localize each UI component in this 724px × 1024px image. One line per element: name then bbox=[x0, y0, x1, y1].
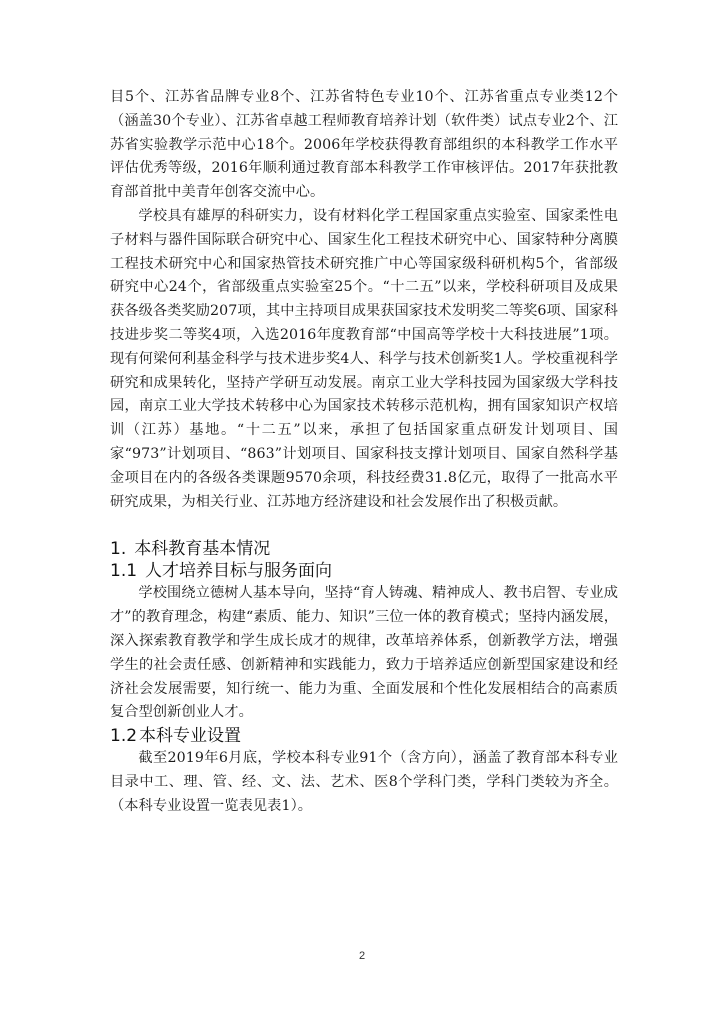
subsection-heading-training-goals bbox=[110, 560, 618, 582]
section-number: 1. bbox=[110, 539, 127, 560]
section-spacer bbox=[110, 514, 618, 538]
page-number: 2 bbox=[358, 950, 366, 962]
subsection-number: 1.2 bbox=[110, 726, 138, 747]
paragraph-research-strength: 学校具有雄厚的科研实力，设有材料化学工程国家重点实验室、国家柔性电子材料与器件国际联合研究中心、国家生化工程技术研究中心、国家特种分离膜工程技术研究中心和国家热管技术研究推广中心等国家级科研机构5个，省部级研究中心24个，省部级重点实验室25个。“十二五”以来，学校科研项目及成果获各级各类奖励207项，其中主持项目成果获国家技术发明奖二等奖6项、国家科技进步奖二等奖4项，入选2016年度教育部“中国高等学校十大科技进展”1项。现有何梁何利基金科学与技术进步奖4人、科学与技术创新奖1人。学校重视科学研究和成果转化，坚持产学研互动发展。南京工业大学科技园为国家级大学科技园，南京工业大学技术转移中心为国家技术转移示范机构，拥有国家知识产权培训（江苏）基地。“十二五”以来，承担了包括国家重点研发计划项目、国家“973”计划项目、“863”计划项目、国家科技支撑计划项目、国家自然科学基金项目在内的各级各类课题9570余项，科技经费31.8亿元，取得了一批高水平研究成果，为相关行业、江苏地方经济建设和社会发展作出了积极贡献。 bbox=[110, 207, 618, 510]
paragraph-majors: 截至2019年6月底，学校本科专业91个（含方向），涵盖了教育部本科专业目录中工、理、管、经、文、法、艺术、医8个学科门类，学科门类较为齐全。（本科专业设置一览表见表1）。 bbox=[110, 750, 618, 814]
section-heading-undergraduate-overview bbox=[110, 538, 618, 560]
page-content bbox=[110, 86, 618, 819]
paragraph-training-goals: 学校围绕立德树人基本导向，坚持“育人铸魂、精神成人、教书启智、专业成才”的教育理念，构建“素质、能力、知识”三位一体的教育模式；坚持内涵发展，深入探索教育教学和学生成长成才的规律，改革培养体系，创新教学方法，增强学生的社会责任感、创新精神和实践能力，致力于培养适应创新型国家建设和经济社会发展需要，知行统一、能力为重、全面发展和个性化发展相结合的高素质复合型创新创业人才。 bbox=[110, 585, 618, 721]
subsection-heading-majors bbox=[110, 725, 618, 747]
section-title: 本科教育基本情况 bbox=[134, 539, 271, 560]
subsection-title: 人才培养目标与服务面向 bbox=[145, 561, 333, 582]
subsection-title: 本科专业设置 bbox=[139, 726, 242, 747]
subsection-number: 1.1 bbox=[110, 561, 138, 582]
paragraph-teaching-achievements: 目5个、江苏省品牌专业8个、江苏省特色专业10个、江苏省重点专业类12个（涵盖30个专业）、江苏省卓越工程师教育培养计划（软件类）试点专业2个、江苏省实验教学示范中心18个。2006年学校获得教育部组织的本科教学工作水平评估优秀等级，2016年顺利通过教育部本科教学工作审核评估。2017年获批教育部首批中美青年创客交流中心。 bbox=[110, 89, 618, 201]
